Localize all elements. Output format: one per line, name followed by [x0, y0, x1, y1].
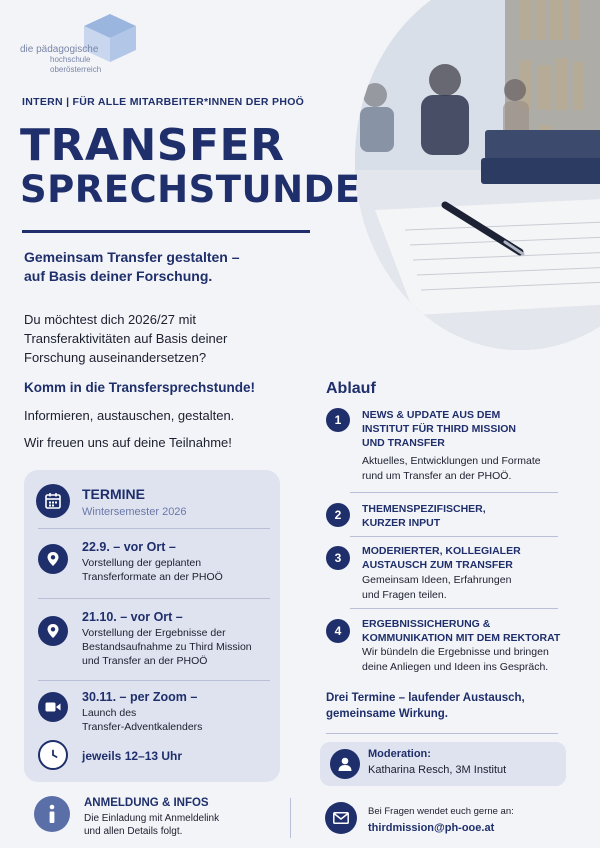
contact-text: Bei Fragen wendet euch gerne an: [368, 806, 514, 817]
title-line-2: SPRECHSTUNDE [20, 168, 361, 211]
intro-line-1: Du möchtest dich 2026/27 mit [24, 312, 196, 327]
step-3-desc-line-1: Gemeinsam Ideen, Erfahrungen [362, 574, 512, 586]
step-2-number: 2 [326, 503, 350, 527]
location-icon [38, 616, 68, 646]
location-icon [38, 544, 68, 574]
termin-2-description [82, 626, 272, 668]
moderation-heading: Moderation: [368, 748, 431, 760]
step-4-heading [362, 617, 582, 645]
ablauf-heading: Ablauf [326, 380, 376, 397]
step-3-heading [362, 544, 562, 572]
cta-heading: Komm in die Transfersprechstunde! [24, 380, 256, 395]
termine-semester: Wintersemester 2026 [82, 506, 187, 518]
anmeldung-line-2: und allen Details folgt. [84, 826, 183, 837]
cta-line-1: Informieren, austauschen, gestalten. [24, 408, 235, 423]
step-1-heading-line-2: INSTITUT FÜR THIRD MISSION [362, 423, 516, 435]
photo-illustration [355, 0, 600, 350]
termin-3-date: 30.11. – per Zoom – [82, 690, 198, 704]
anmeldung-line-1: Die Einladung mit Anmeldelink [84, 813, 220, 824]
subtitle-line-1: Gemeinsam Transfer gestalten – [24, 249, 240, 265]
divider [326, 733, 558, 734]
step-4-heading-line-1: ERGEBNISSICHERUNG & [362, 618, 491, 630]
termin-3-desc-line-1: Launch des [82, 707, 137, 719]
intro-text [24, 310, 324, 367]
termine-heading: TERMINE [82, 486, 145, 502]
summary-line-1: Drei Termine – laufender Austausch, [326, 692, 525, 704]
step-1-heading [362, 408, 562, 450]
step-4-heading-line-2: KOMMUNIKATION MIT DEM REKTORAT [362, 632, 561, 644]
page-title [20, 120, 361, 212]
video-camera-icon [38, 692, 68, 722]
clock-icon [38, 740, 68, 770]
cta-line-2: Wir freuen uns auf deine Teilnahme! [24, 435, 232, 450]
termin-1-desc-line-1: Vorstellung der geplanten [82, 557, 202, 569]
subtitle [24, 248, 240, 286]
step-1-heading-line-3: UND TRANSFER [362, 437, 445, 449]
moderation-box [320, 742, 566, 786]
step-1-desc-line-2: rund um Transfer an der PHOÖ. [362, 470, 512, 482]
step-4-number: 4 [326, 619, 350, 643]
divider [290, 798, 291, 838]
termine-box [24, 470, 280, 782]
library-photo [355, 0, 600, 350]
ablauf-summary [326, 690, 566, 722]
calendar-icon [36, 484, 70, 518]
termin-2-desc-line-2: Bestandsaufnahme zu Third Mission [82, 641, 252, 653]
step-3-heading-line-2: AUSTAUSCH ZUM TRANSFER [362, 559, 513, 571]
termine-time: jeweils 12–13 Uhr [82, 749, 183, 763]
step-1-number: 1 [326, 408, 350, 432]
step-1-description [362, 454, 562, 484]
logo-wordmark [20, 45, 101, 75]
person-icon [330, 749, 360, 779]
logo-line-2: hochschule [50, 55, 91, 64]
step-4-description [362, 645, 582, 675]
info-icon [34, 796, 70, 832]
termin-1-desc-line-2: Transferformate an der PHOÖ [82, 571, 223, 583]
divider [350, 492, 558, 493]
termin-2-desc-line-3: und Transfer an der PHOÖ [82, 655, 208, 667]
title-underline [22, 230, 310, 233]
termin-3-desc-line-2: Transfer-Adventkalenders [82, 721, 203, 733]
logo [20, 12, 150, 82]
subtitle-line-2: auf Basis deiner Forschung. [24, 268, 213, 284]
contact-email-link[interactable]: thirdmission@ph-ooe.at [368, 822, 495, 834]
divider [38, 680, 270, 681]
divider [38, 528, 270, 529]
anmeldung-heading: ANMELDUNG & INFOS [84, 797, 209, 809]
step-3-number: 3 [326, 546, 350, 570]
step-2-heading-line-1: THEMENSPEZIFISCHER, [362, 503, 486, 515]
termin-3-description [82, 706, 272, 734]
logo-line-1: die pädagogische [20, 44, 99, 55]
step-3-desc-line-2: und Fragen teilen. [362, 589, 447, 601]
step-1-heading-line-1: NEWS & UPDATE AUS DEM [362, 409, 501, 421]
mail-icon [325, 802, 357, 834]
divider [38, 598, 270, 599]
anmeldung-text [84, 812, 284, 838]
intro-line-2: Transferaktivitäten auf Basis deiner [24, 331, 228, 346]
step-1-desc-line-1: Aktuelles, Entwicklungen und Formate [362, 455, 541, 467]
step-3-heading-line-1: MODERIERTER, KOLLEGIALER [362, 545, 521, 557]
termin-2-date: 21.10. – vor Ort – [82, 610, 183, 624]
termin-1-description [82, 556, 272, 584]
divider [350, 608, 558, 609]
intro-line-3: Forschung auseinandersetzen? [24, 350, 207, 365]
step-3-description [362, 573, 562, 603]
audience-line: INTERN | FÜR ALLE MITARBEITER*INNEN DER PHOÖ [22, 96, 305, 108]
termin-1-date: 22.9. – vor Ort – [82, 540, 176, 554]
title-line-1: TRANSFER [20, 120, 285, 171]
step-4-desc-line-1: Wir bündeln die Ergebnisse und bringen [362, 646, 549, 658]
summary-line-2: gemeinsame Wirkung. [326, 708, 448, 720]
step-4-desc-line-2: deine Anliegen und Ideen ins Gespräch. [362, 661, 549, 673]
step-2-heading-line-2: KURZER INPUT [362, 517, 441, 529]
logo-line-3: oberösterreich [50, 65, 102, 74]
termin-2-desc-line-1: Vorstellung der Ergebnisse der [82, 627, 226, 639]
step-2-heading [362, 502, 562, 530]
divider [350, 536, 558, 537]
moderation-name: Katharina Resch, 3M Institut [368, 764, 507, 776]
